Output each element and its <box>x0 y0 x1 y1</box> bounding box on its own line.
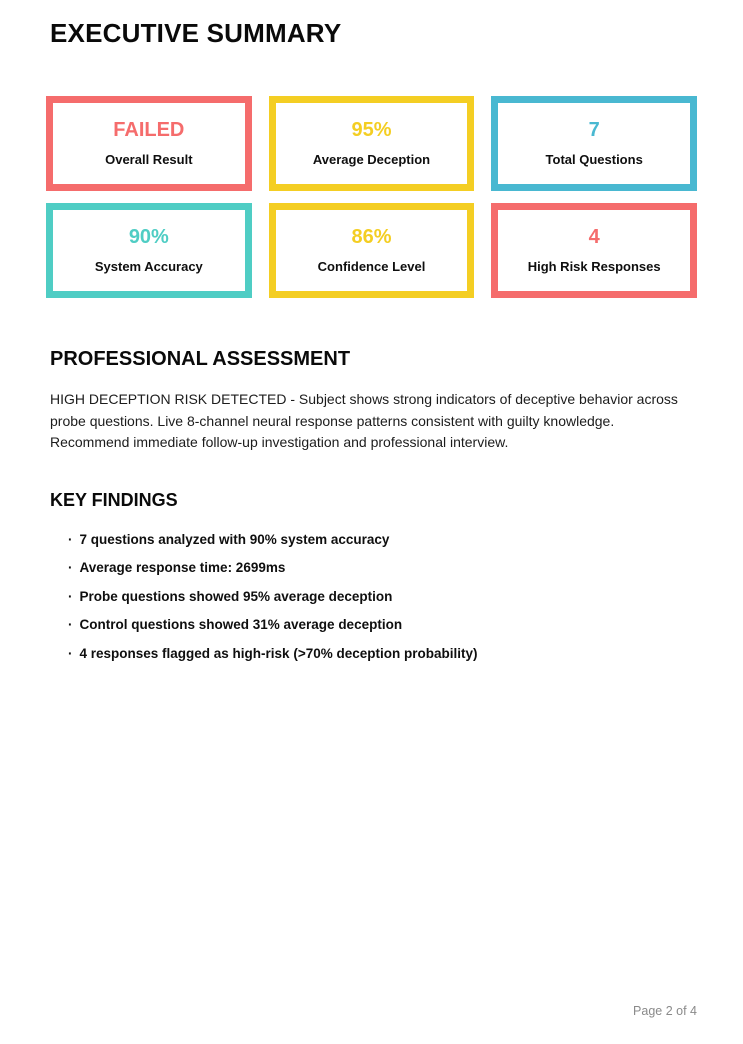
stat-card <box>46 96 252 191</box>
stat-card-label: Confidence Level <box>317 259 426 274</box>
stat-card-label: Overall Result <box>105 152 193 167</box>
stat-card-label: System Accuracy <box>94 259 203 274</box>
summary-cards-grid <box>46 96 697 298</box>
stat-card <box>269 203 475 298</box>
stat-card-value: FAILED <box>113 119 185 141</box>
finding-text: Average response time: 2699ms <box>79 560 286 575</box>
finding-text: Probe questions showed 95% average deception <box>79 588 393 604</box>
stat-card <box>491 203 697 298</box>
page-title: EXECUTIVE SUMMARY <box>50 18 342 48</box>
stat-card-label: Average Deception <box>312 152 431 167</box>
bullet-icon: · <box>68 560 73 575</box>
stat-card-value: 95% <box>351 119 392 141</box>
professional-assessment-heading: PROFESSIONAL ASSESSMENT <box>50 348 351 370</box>
stat-card <box>491 96 697 191</box>
stat-card <box>46 203 252 298</box>
finding-item <box>68 618 693 632</box>
finding-text: 7 questions analyzed with 90% system accuracy <box>79 531 390 547</box>
bullet-icon: · <box>68 531 73 547</box>
finding-item <box>68 561 693 575</box>
key-findings-section <box>50 490 693 661</box>
stat-card-value: 7 <box>588 119 600 141</box>
bullet-icon: · <box>68 645 73 661</box>
bullet-icon: · <box>68 588 73 604</box>
key-findings-list <box>50 533 693 661</box>
stat-card-value: 86% <box>351 226 392 248</box>
finding-text: Control questions showed 31% average deception <box>79 617 403 632</box>
stat-card <box>269 96 475 191</box>
bullet-icon: · <box>68 617 73 632</box>
stat-card-value: 4 <box>588 226 600 248</box>
professional-assessment-section <box>50 348 693 454</box>
key-findings-heading: KEY FINDINGS <box>50 489 178 510</box>
finding-item <box>68 590 693 604</box>
page-number: Page 2 of 4 <box>633 1004 697 1018</box>
finding-text: 4 responses flagged as high-risk (>70% deception probability) <box>79 645 478 661</box>
finding-item <box>68 647 693 661</box>
finding-item <box>68 533 693 547</box>
stat-card-label: Total Questions <box>545 152 643 167</box>
stat-card-value: 90% <box>128 226 169 248</box>
stat-card-label: High Risk Responses <box>527 259 661 274</box>
professional-assessment-body: HIGH DECEPTION RISK DETECTED - Subject shows strong indicators of deceptive behavior across probe questions. Live 8-channel neural response patterns consistent with guilty knowledge. Recommend immediate follow-up investigation and professional interview. <box>50 391 678 450</box>
